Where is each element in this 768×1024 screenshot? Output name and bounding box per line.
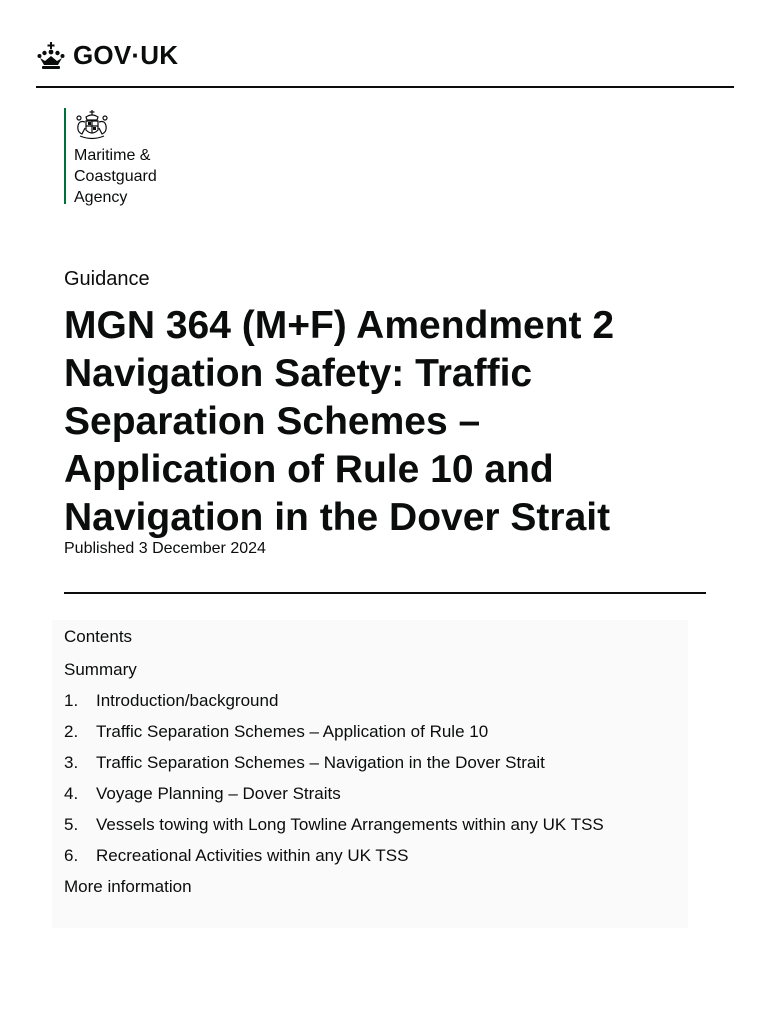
contents-item-5[interactable] — [64, 815, 604, 846]
contents-item-6[interactable] — [64, 846, 604, 877]
royal-crest-icon — [74, 108, 110, 142]
contents-link[interactable]: More information — [64, 877, 192, 896]
contents-item-more-information[interactable] — [64, 877, 604, 908]
contents-list — [64, 660, 604, 908]
contents-link[interactable]: Summary — [64, 660, 137, 679]
organisation-name-line-2: Coastguard — [74, 168, 157, 185]
organisation-logo[interactable] — [64, 108, 157, 204]
contents-item-1[interactable] — [64, 691, 604, 722]
contents-link[interactable]: Traffic Separation Schemes – Application of Rule 10 — [96, 722, 489, 741]
contents-link[interactable]: Voyage Planning – Dover Straits — [96, 784, 341, 803]
organisation-name-line-1: Maritime & — [74, 147, 151, 164]
contents-item-4[interactable] — [64, 784, 604, 815]
contents-item-2[interactable] — [64, 722, 604, 753]
govuk-logotype[interactable]: GOV·UK — [73, 40, 179, 70]
title-divider — [64, 592, 706, 594]
header-divider — [36, 86, 734, 88]
organisation-name-line-3: Agency — [74, 189, 128, 206]
page-title: MGN 364 (M+F) Amendment 2 Navigation Safety: Traffic Separation Schemes – Application of Rule 10 and Navigation in the Dover Strait — [64, 304, 615, 539]
contents-item-3[interactable] — [64, 753, 604, 784]
contents-link[interactable]: Introduction/background — [96, 691, 279, 710]
contents-item-number: 5. — [64, 815, 79, 834]
contents-item-number: 3. — [64, 753, 79, 772]
contents-item-number: 4. — [64, 784, 79, 803]
contents-heading: Contents — [64, 627, 133, 646]
document-type-caption: Guidance — [64, 268, 150, 290]
contents-link[interactable]: Vessels towing with Long Towline Arrangements within any UK TSS — [96, 815, 604, 834]
contents-item-number: 1. — [64, 691, 79, 710]
govuk-header[interactable] — [36, 40, 178, 71]
contents-item-number: 2. — [64, 722, 79, 741]
organisation-name[interactable] — [74, 145, 157, 208]
contents-item-number: 6. — [64, 846, 79, 865]
contents-link[interactable]: Traffic Separation Schemes – Navigation in the Dover Strait — [96, 753, 545, 772]
crown-icon — [36, 41, 66, 71]
contents-item-summary[interactable] — [64, 660, 604, 691]
published-date: Published 3 December 2024 — [64, 540, 266, 557]
contents-link[interactable]: Recreational Activities within any UK TSS — [96, 846, 409, 865]
